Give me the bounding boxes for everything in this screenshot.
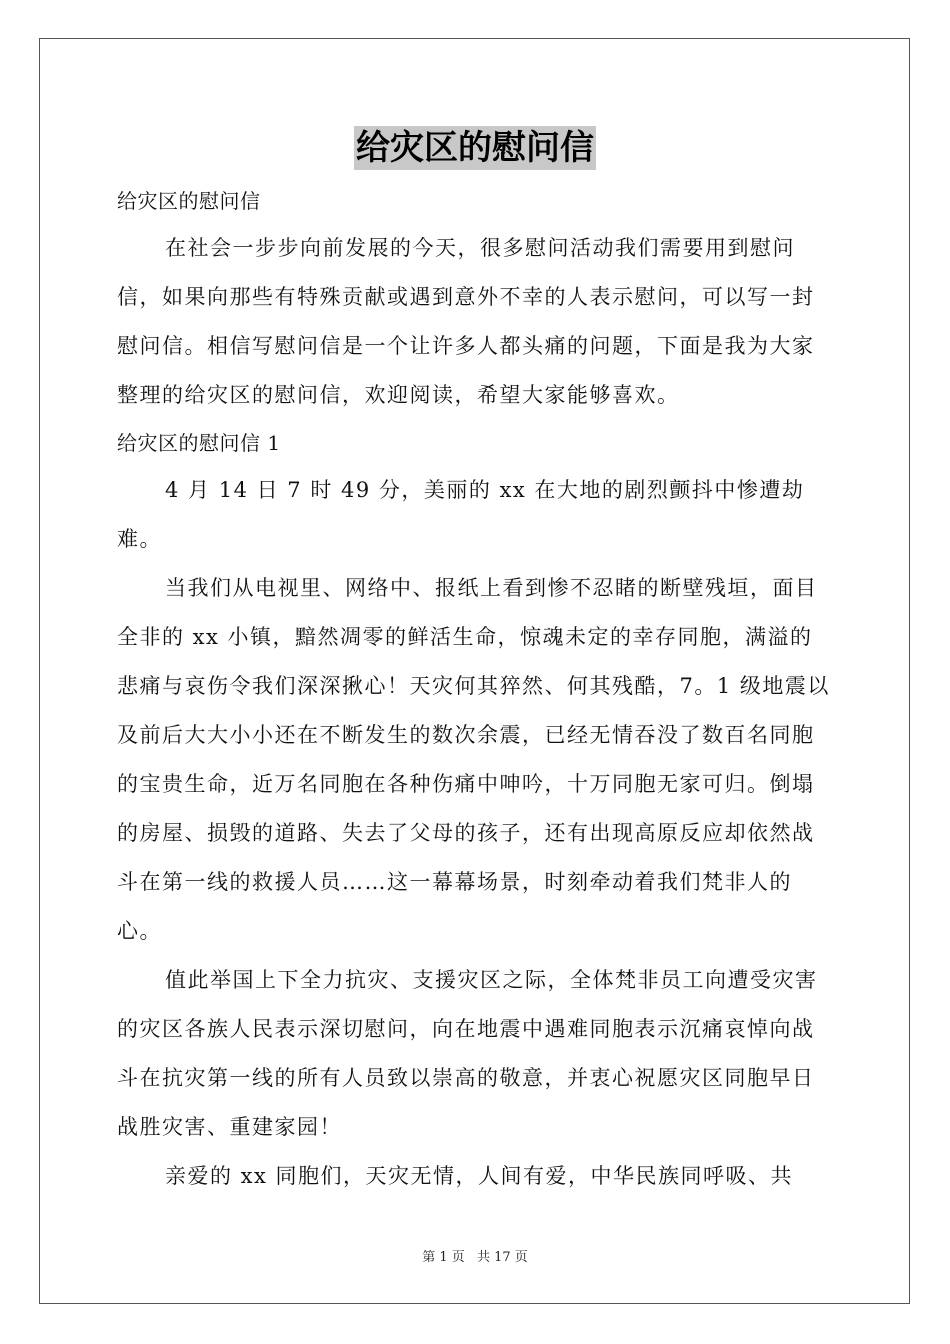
- paragraph-3: 值此举国上下全力抗灾、支援灾区之际，全体梵非员工向遭受灾害的灾区各族人民表示深切慰问，向在地震中遇难同胞表示沉痛哀悼向战斗在抗灾第一线的所有人员致以崇高的敬意，并衷心祝愿灾区同胞早日战胜灾害、重建家园！: [117, 968, 818, 1139]
- title-wrap: [0, 126, 950, 170]
- section-heading: 给灾区的慰问信 1: [117, 431, 281, 455]
- page-number: 第 1 页: [422, 1250, 465, 1265]
- paragraph-1: 4 月 14 日 7 时 49 分，美丽的 xx 在大地的剧烈颤抖中惨遭劫难。: [117, 478, 805, 551]
- paragraph-4: 亲爱的 xx 同胞们，天灾无情，人间有爱，中华民族同呼吸、共: [165, 1164, 794, 1188]
- document-subtitle: 给灾区的慰问信: [117, 189, 261, 213]
- page-total: 共 17 页: [476, 1250, 528, 1265]
- paragraph-2: 当我们从电视里、网络中、报纸上看到惨不忍睹的断壁残垣，面目全非的 xx 小镇，黯然凋零的鲜活生命，惊魂未定的幸存同胞，满溢的悲痛与哀伤令我们深深揪心！天灾何其猝然、何其残酷，7。1 级地震以及前后大大小小还在不断发生的数次余震，已经无情吞没了数百名同胞的宝贵生命，近万名同胞在各种伤痛中呻吟，十万同胞无家可归。倒塌的房屋、损毁的道路、失去了父母的孩子，还有出现高原反应却依然战斗在第一线的救援人员……这一幕幕场景，时刻牵动着我们梵非人的心。: [117, 576, 830, 943]
- document-title: 给灾区的慰问信: [356, 128, 594, 168]
- intro-paragraph: 在社会一步步向前发展的今天，很多慰问活动我们需要用到慰问信，如果向那些有特殊贡献或遇到意外不幸的人表示慰问，可以写一封慰问信。相信写慰问信是一个让许多人都头痛的问题，下面是我为大家整理的给灾区的慰问信，欢迎阅读，希望大家能够喜欢。: [117, 236, 815, 407]
- document-body: [117, 178, 833, 1201]
- page-footer: [0, 1246, 950, 1265]
